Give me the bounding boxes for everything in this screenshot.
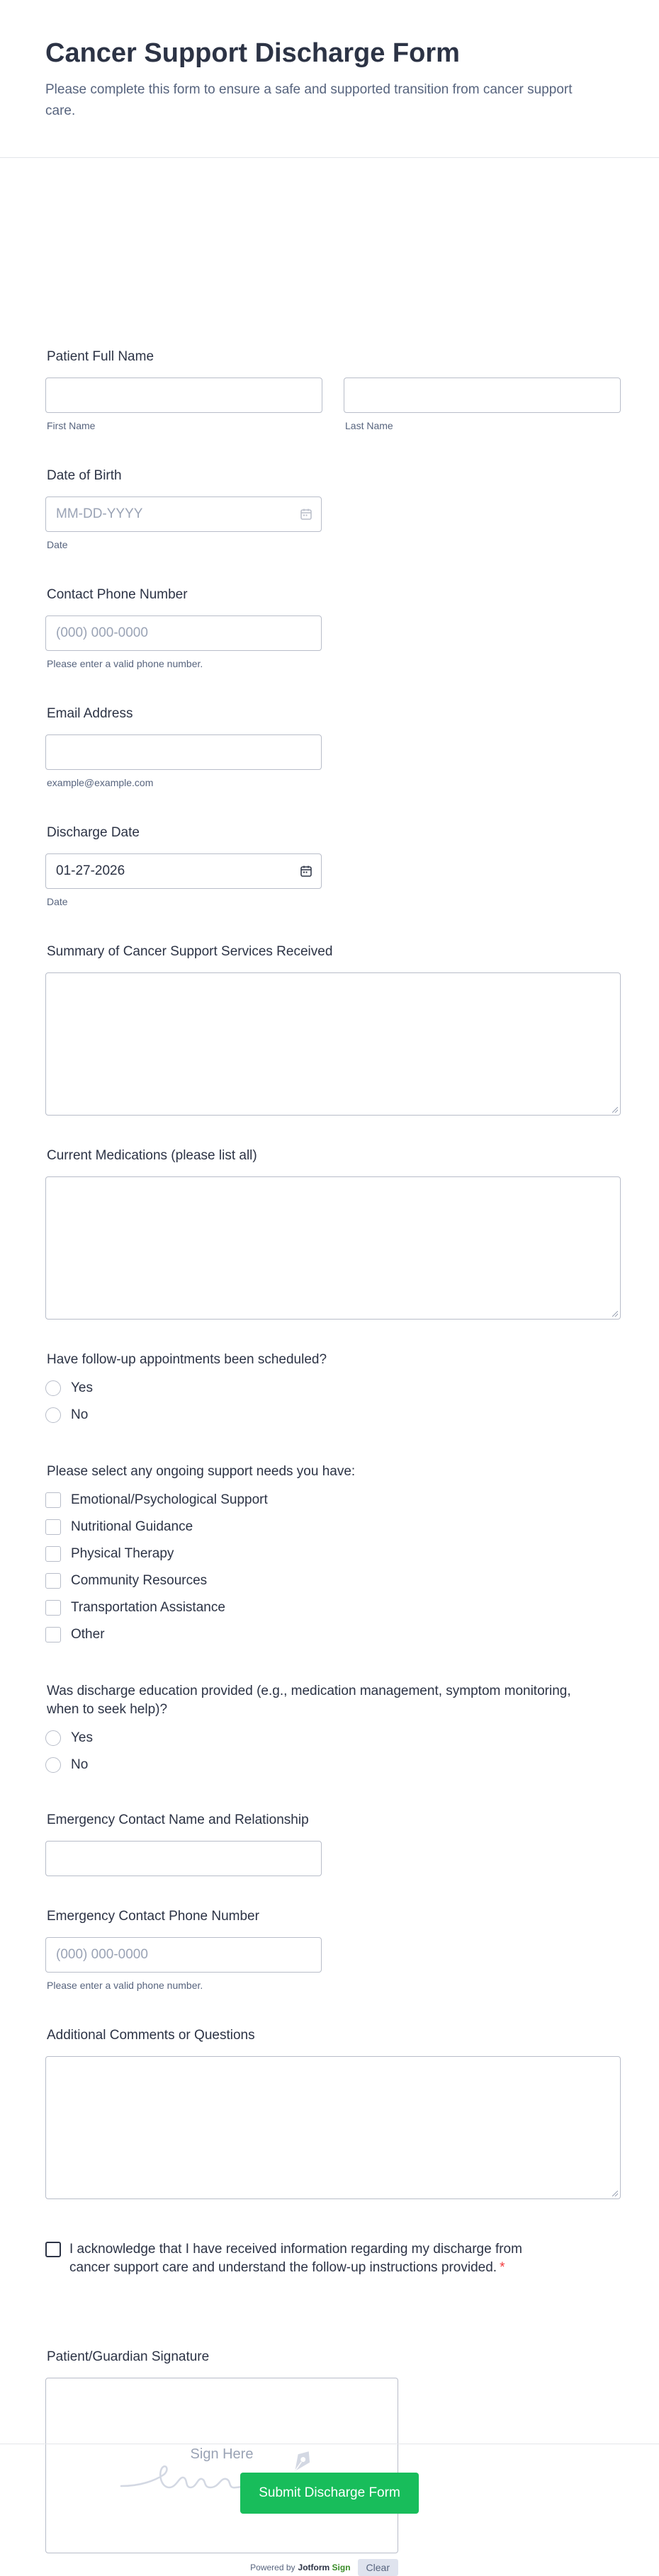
emergency-name-input[interactable] [45,1841,322,1876]
signature-placeholder: Sign Here [190,2446,254,2462]
support-option-physical-therapy[interactable] [45,1541,621,1567]
submit-button[interactable]: Submit Discharge Form [240,2473,419,2514]
brand-name: Jotform [298,2563,330,2572]
summary-textarea[interactable] [45,972,621,1116]
education-field [45,1682,621,1778]
summary-label: Summary of Cancer Support Services Received [47,944,333,959]
support-option-emotional[interactable] [45,1487,621,1514]
phone-field [45,586,621,669]
jotform-sign-brand[interactable] [298,2563,351,2572]
form-subtitle: Please complete this form to ensure a safe and supported transition from cancer support care. [45,82,573,118]
education-option-no[interactable] [45,1752,621,1778]
medications-textarea[interactable] [45,1176,621,1320]
clear-signature-button[interactable]: Clear [358,2559,398,2576]
signature-footer [45,2559,398,2576]
comments-field [45,2026,621,2199]
phone-input[interactable] [45,615,322,651]
emergency-phone-placeholder: (000) 000-0000 [56,1947,148,1962]
support-option-transportation[interactable] [45,1594,621,1621]
form-header [0,0,659,158]
checkbox[interactable] [45,1573,61,1589]
discharge-date-field [45,824,621,907]
emergency-phone-sublabel: Please enter a valid phone number. [47,1980,203,1991]
form-title: Cancer Support Discharge Form [45,38,460,68]
dob-placeholder: MM-DD-YYYY [56,506,143,521]
emergency-phone-input[interactable] [45,1937,322,1973]
summary-field [45,943,621,1116]
radio-button[interactable] [45,1757,61,1773]
emergency-phone-field [45,1907,621,1991]
resize-grip-icon[interactable] [612,1311,618,1317]
comments-textarea[interactable] [45,2056,621,2199]
powered-by-text: Powered by [250,2563,295,2572]
calendar-icon[interactable] [300,508,312,521]
email-label: Email Address [47,706,133,721]
acknowledge-label: I acknowledge that I have received information regarding my discharge from cancer support care and understand the follow-up instructions provided. [69,2242,522,2275]
resize-grip-icon[interactable] [612,1107,618,1113]
option-label: Transportation Assistance [71,1600,225,1615]
phone-label: Contact Phone Number [47,587,188,602]
option-label: Yes [71,1730,93,1745]
dob-label: Date of Birth [47,468,122,483]
dob-sublabel: Date [47,539,68,550]
dob-input[interactable] [45,497,322,532]
support-needs-field [45,1463,621,1648]
emergency-name-label: Emergency Contact Name and Relationship [47,1812,309,1827]
last-name-input[interactable] [344,378,621,413]
followup-option-no[interactable] [45,1402,621,1429]
required-asterisk: * [500,2260,505,2275]
support-option-other[interactable] [45,1621,621,1648]
email-input[interactable] [45,734,322,770]
emergency-name-field [45,1811,621,1876]
radio-button[interactable] [45,1730,61,1746]
option-label: No [71,1757,89,1772]
followup-field [45,1351,621,1429]
checkbox[interactable] [45,1519,61,1535]
acknowledge-text [69,2240,556,2277]
education-label: Was discharge education provided (e.g., medication management, symptom monitoring, when to seek help)? [47,1684,571,1717]
discharge-date-sublabel: Date [47,896,68,907]
checkbox[interactable] [45,1627,61,1642]
brand-suffix: Sign [332,2563,351,2572]
option-label: Physical Therapy [71,1546,174,1561]
emergency-phone-label: Emergency Contact Phone Number [47,1909,259,1924]
first-name-input[interactable] [45,378,322,413]
acknowledge-field [45,2240,556,2277]
option-label: Other [71,1627,105,1642]
signature-label: Patient/Guardian Signature [47,2349,210,2364]
option-label: Community Resources [71,1573,208,1588]
followup-option-yes[interactable] [45,1375,621,1402]
patient-name-field [45,348,621,431]
comments-label: Additional Comments or Questions [47,2028,255,2043]
acknowledge-checkbox[interactable] [45,2242,61,2257]
medications-field [45,1147,621,1320]
dob-field [45,467,621,550]
email-sublabel: example@example.com [47,777,154,788]
support-needs-label: Please select any ongoing support needs you have: [47,1464,356,1479]
radio-button[interactable] [45,1407,61,1423]
last-name-sublabel: Last Name [345,420,393,431]
first-name-sublabel: First Name [47,420,96,431]
discharge-date-input[interactable] [45,853,322,889]
acknowledge-option[interactable] [45,2240,556,2277]
followup-label: Have follow-up appointments been scheduled? [47,1352,327,1367]
calendar-icon[interactable] [300,865,312,878]
checkbox[interactable] [45,1546,61,1562]
support-option-nutritional[interactable] [45,1514,621,1541]
radio-button[interactable] [45,1380,61,1396]
discharge-date-value: 01-27-2026 [56,863,125,878]
support-option-community[interactable] [45,1567,621,1594]
resize-grip-icon[interactable] [612,2191,618,2196]
patient-name-label: Patient Full Name [47,349,154,364]
medications-label: Current Medications (please list all) [47,1148,257,1163]
phone-placeholder: (000) 000-0000 [56,625,148,640]
option-label: Emotional/Psychological Support [71,1492,268,1507]
checkbox[interactable] [45,1492,61,1508]
option-label: Yes [71,1380,93,1395]
submit-area [0,2444,659,2514]
email-field [45,705,621,788]
discharge-date-label: Discharge Date [47,825,140,840]
phone-sublabel: Please enter a valid phone number. [47,658,203,669]
option-label: Nutritional Guidance [71,1519,193,1534]
option-label: No [71,1407,89,1422]
checkbox[interactable] [45,1600,61,1616]
education-option-yes[interactable] [45,1725,621,1752]
